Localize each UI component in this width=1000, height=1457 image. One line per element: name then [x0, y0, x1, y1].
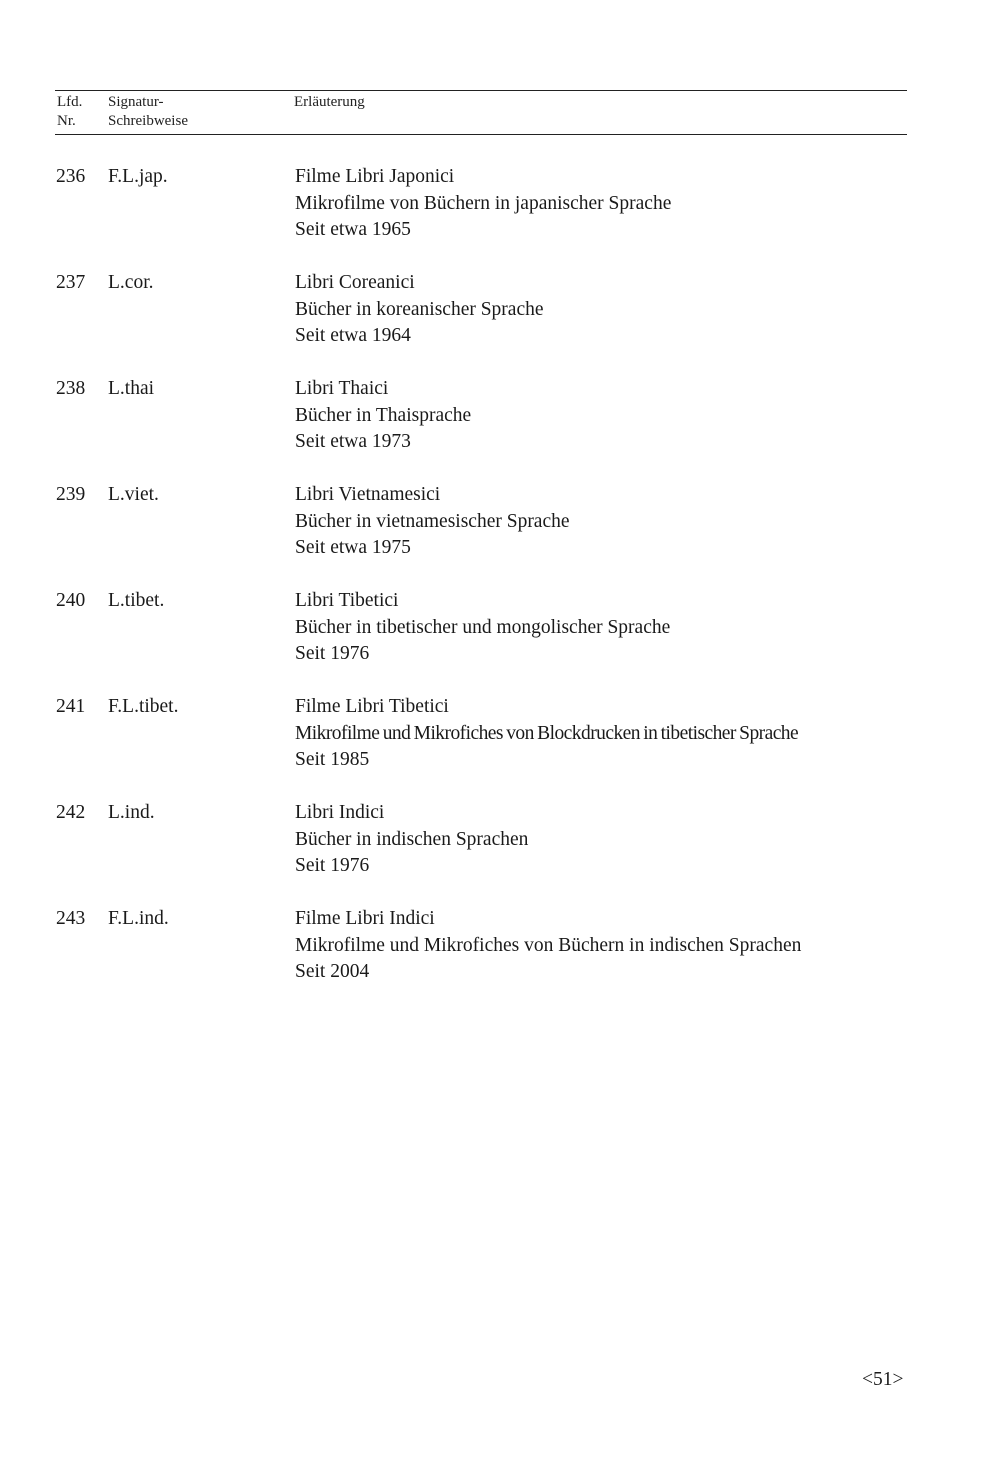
entry-description: Bücher in koreanischer Sprache — [295, 298, 544, 320]
entry-number: 238 — [56, 378, 86, 399]
page-number: <51> — [862, 1369, 904, 1390]
entry-row — [0, 694, 1000, 800]
entry-signature: L.ind. — [108, 802, 155, 823]
entry-row — [0, 164, 1000, 270]
header-number-line2: Nr. — [57, 113, 76, 129]
entry-number: 240 — [56, 590, 86, 611]
header-signature-line1: Signatur- — [108, 94, 164, 110]
entry-explanation — [295, 270, 915, 350]
entry-explanation — [295, 906, 915, 986]
entry-row — [0, 588, 1000, 694]
entry-explanation — [295, 694, 915, 774]
entry-number: 239 — [56, 484, 86, 505]
entry-number: 237 — [56, 272, 86, 293]
entry-number: 243 — [56, 908, 86, 929]
entry-since: Seit 1976 — [295, 643, 370, 664]
entry-signature: F.L.ind. — [108, 908, 169, 929]
entry-explanation — [295, 588, 915, 668]
entry-since: Seit 2004 — [295, 961, 370, 982]
entry-title: Libri Indici — [295, 802, 385, 823]
entry-since: Seit etwa 1965 — [295, 219, 411, 240]
header-top-rule — [55, 90, 907, 91]
entry-since: Seit etwa 1975 — [295, 537, 411, 558]
header-number-line1: Lfd. — [57, 94, 83, 110]
entry-explanation — [295, 164, 915, 244]
entry-title: Filme Libri Indici — [295, 908, 435, 929]
entry-title: Libri Thaici — [295, 378, 389, 399]
entry-signature: L.cor. — [108, 272, 154, 293]
entry-row — [0, 800, 1000, 906]
entry-list — [0, 164, 1000, 1012]
entry-signature: L.thai — [108, 378, 155, 399]
entry-explanation — [295, 376, 915, 456]
entry-title: Libri Tibetici — [295, 590, 399, 611]
header-description-label: Erläuterung — [294, 94, 365, 110]
entry-description: Mikrofilme und Mikrofiches von Blockdrucken in tibetischer Sprache — [295, 722, 799, 744]
entry-description: Bücher in vietnamesischer Sprache — [295, 510, 570, 532]
entry-explanation — [295, 482, 915, 562]
entry-number: 242 — [56, 802, 86, 823]
entry-number: 236 — [56, 166, 86, 187]
entry-title: Filme Libri Tibetici — [295, 696, 449, 717]
entry-signature: L.viet. — [108, 484, 159, 505]
entry-explanation — [295, 800, 915, 880]
entry-row — [0, 270, 1000, 376]
entry-signature: L.tibet. — [108, 590, 165, 611]
header-signature-line2: Schreibweise — [108, 113, 188, 129]
entry-since: Seit 1976 — [295, 855, 370, 876]
header-bottom-rule — [55, 134, 907, 135]
entry-since: Seit etwa 1964 — [295, 325, 411, 346]
entry-signature: F.L.jap. — [108, 166, 168, 187]
entry-description: Mikrofilme und Mikrofiches von Büchern in indischen Sprachen — [295, 934, 802, 956]
entry-description: Bücher in Thaisprache — [295, 404, 472, 426]
entry-since: Seit 1985 — [295, 749, 370, 770]
entry-description: Mikrofilme von Büchern in japanischer Sprache — [295, 192, 672, 214]
entry-title: Libri Coreanici — [295, 272, 415, 293]
entry-title: Libri Vietnamesici — [295, 484, 441, 505]
header-column-signature — [108, 93, 268, 131]
entry-signature: F.L.tibet. — [108, 696, 179, 717]
entry-description: Bücher in indischen Sprachen — [295, 828, 529, 850]
header-column-number — [57, 93, 102, 131]
header-column-description — [294, 93, 594, 112]
entry-description: Bücher in tibetischer und mongolischer Sprache — [295, 616, 671, 638]
entry-title: Filme Libri Japonici — [295, 166, 455, 187]
entry-row — [0, 906, 1000, 1012]
entry-number: 241 — [56, 696, 86, 717]
entry-row — [0, 482, 1000, 588]
entry-since: Seit etwa 1973 — [295, 431, 411, 452]
entry-row — [0, 376, 1000, 482]
